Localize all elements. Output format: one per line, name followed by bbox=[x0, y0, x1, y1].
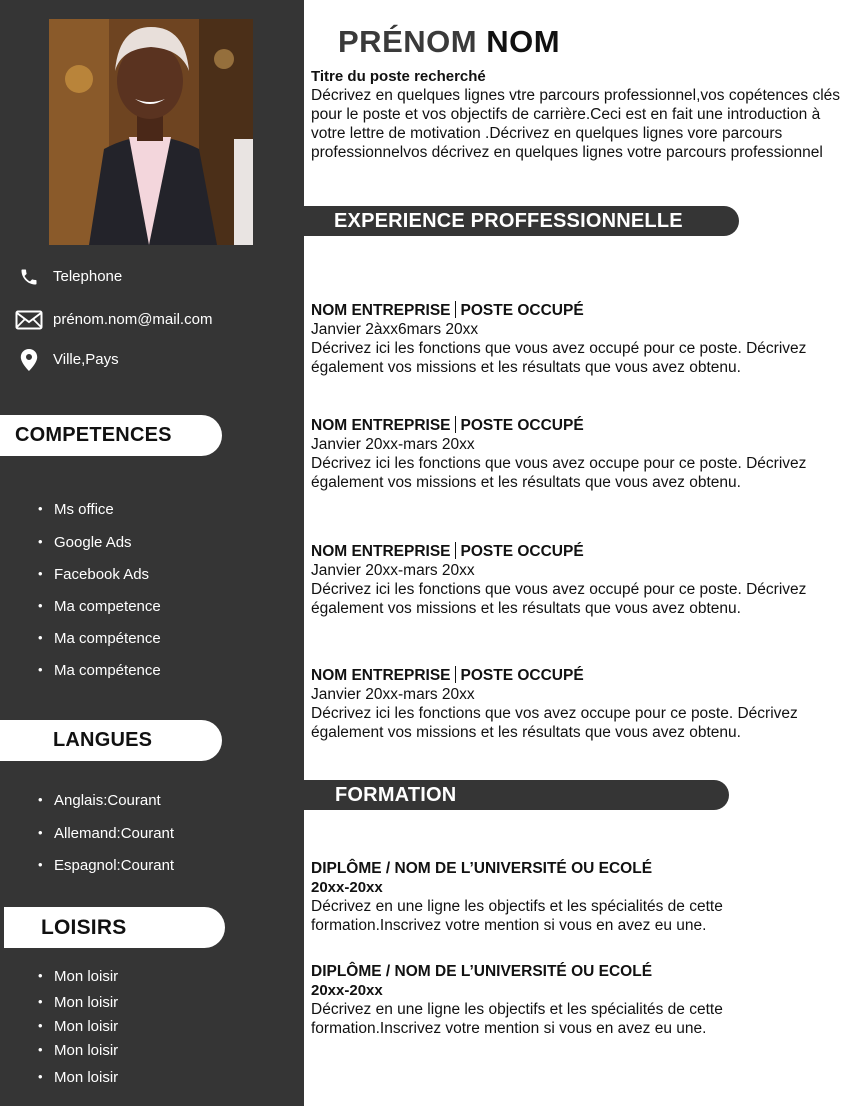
loisirs-title: LOISIRS bbox=[41, 915, 127, 939]
list-item: • Google Ads bbox=[38, 534, 161, 566]
experience-heading bbox=[304, 206, 739, 236]
profile-photo bbox=[49, 19, 253, 245]
phone-icon bbox=[14, 266, 44, 288]
formation-entry bbox=[311, 962, 841, 1038]
list-item: • Mon loisir bbox=[38, 1069, 118, 1093]
list-item: • Allemand:Courant bbox=[38, 825, 174, 857]
degree-years: 20xx-20xx bbox=[311, 879, 383, 896]
list-item: • Ms office bbox=[38, 501, 161, 534]
separator bbox=[455, 542, 456, 559]
phone-text: Telephone bbox=[53, 268, 123, 285]
separator bbox=[455, 301, 456, 318]
competences-list bbox=[38, 501, 161, 694]
formation-heading bbox=[304, 780, 729, 810]
position-name: POSTE OCCUPÉ bbox=[460, 417, 584, 434]
list-item: • Ma competence bbox=[38, 598, 161, 630]
list-item: • Mon loisir bbox=[38, 1018, 118, 1042]
formation-title: FORMATION bbox=[335, 783, 457, 806]
entry-description: Décrivez ici les fonctions que vos avez occupe pour ce poste. Décrivez également vos missions et les résultats que vous avez obtenu. bbox=[311, 705, 798, 741]
position-name: POSTE OCCUPÉ bbox=[460, 302, 584, 319]
competences-title: COMPETENCES bbox=[15, 424, 172, 446]
degree-description: Décrivez en une ligne les objectifs et les spécialités de cette formation.Inscrivez votre mention si vous en avez eu une. bbox=[311, 898, 723, 934]
loisirs-heading bbox=[4, 907, 225, 948]
list-item: • Anglais:Courant bbox=[38, 792, 174, 825]
list-item: • Mon loisir bbox=[38, 994, 118, 1018]
langues-heading bbox=[0, 720, 222, 761]
entry-description: Décrivez ici les fonctions que vous avez occupe pour ce poste. Décrivez également vos missions et les résultats que vous avez obtenu. bbox=[311, 455, 807, 491]
experience-entry bbox=[311, 542, 841, 618]
degree-description: Décrivez en une ligne les objectifs et les spécialités de cette formation.Inscrivez votre mention si vous en avez eu une. bbox=[311, 1001, 723, 1037]
entry-dates: Janvier 2àxx6mars 20xx bbox=[311, 321, 479, 338]
degree-name: DIPLÔME / NOM DE L’UNIVERSITÉ OU ECOLÉ bbox=[311, 860, 653, 877]
experience-entry bbox=[311, 301, 841, 377]
entry-dates: Janvier 20xx-mars 20xx bbox=[311, 562, 475, 579]
company-name: NOM ENTREPRISE bbox=[311, 417, 451, 434]
langues-title: LANGUES bbox=[53, 729, 153, 751]
list-item: • Espagnol:Courant bbox=[38, 857, 174, 889]
position-name: POSTE OCCUPÉ bbox=[460, 667, 584, 684]
list-item: • Mon loisir bbox=[38, 1042, 118, 1069]
profile-summary bbox=[311, 67, 841, 162]
page-title bbox=[338, 24, 560, 60]
entry-description: Décrivez ici les fonctions que vous avez occupé pour ce poste. Décrivez également vos missions et les résultats que vous avez obtenu. bbox=[311, 581, 807, 617]
list-item: • Ma compétence bbox=[38, 630, 161, 662]
list-item: • Mon loisir bbox=[38, 968, 118, 994]
email-text: prénom.nom@mail.com bbox=[53, 311, 213, 328]
langues-list bbox=[38, 792, 174, 889]
separator bbox=[455, 416, 456, 433]
experience-entry bbox=[311, 666, 841, 742]
first-name: PRÉNOM bbox=[338, 24, 478, 59]
contact-phone bbox=[14, 266, 122, 288]
mail-icon bbox=[14, 309, 44, 331]
position-name: POSTE OCCUPÉ bbox=[460, 543, 584, 560]
company-name: NOM ENTREPRISE bbox=[311, 667, 451, 684]
sidebar bbox=[0, 0, 304, 1106]
location-text: Ville,Pays bbox=[53, 351, 119, 368]
contact-location bbox=[14, 349, 119, 371]
portrait-image bbox=[49, 19, 253, 245]
degree-years: 20xx-20xx bbox=[311, 982, 383, 999]
company-name: NOM ENTREPRISE bbox=[311, 302, 451, 319]
experience-title: EXPERIENCE PROFFESSIONNELLE bbox=[334, 209, 683, 232]
experience-entry bbox=[311, 416, 841, 492]
list-item: • Ma compétence bbox=[38, 662, 161, 694]
entry-dates: Janvier 20xx-mars 20xx bbox=[311, 436, 475, 453]
entry-description: Décrivez ici les fonctions que vous avez occupé pour ce poste. Décrivez également vos missions et les résultats que vous avez obtenu. bbox=[311, 340, 807, 376]
company-name: NOM ENTREPRISE bbox=[311, 543, 451, 560]
location-pin-icon bbox=[14, 349, 44, 371]
loisirs-list bbox=[38, 968, 118, 1093]
entry-dates: Janvier 20xx-mars 20xx bbox=[311, 686, 475, 703]
last-name: NOM bbox=[486, 24, 561, 59]
list-item: • Facebook Ads bbox=[38, 566, 161, 598]
separator bbox=[455, 666, 456, 683]
job-title: Titre du poste recherché bbox=[311, 68, 486, 85]
summary-text: Décrivez en quelques lignes vtre parcours professionnel,vos copétences clés pour le poste et vos objectifs de carrière.Ceci est en fait une introduction à votre lettre de motivation .Décrivez en quelques lignes vore parcours professionnelvos décrivez en quelques lignes votre parcours professionnel bbox=[311, 87, 841, 161]
degree-name: DIPLÔME / NOM DE L’UNIVERSITÉ OU ECOLÉ bbox=[311, 963, 653, 980]
contact-email bbox=[14, 309, 212, 331]
formation-entry bbox=[311, 859, 841, 935]
competences-heading bbox=[0, 415, 222, 456]
